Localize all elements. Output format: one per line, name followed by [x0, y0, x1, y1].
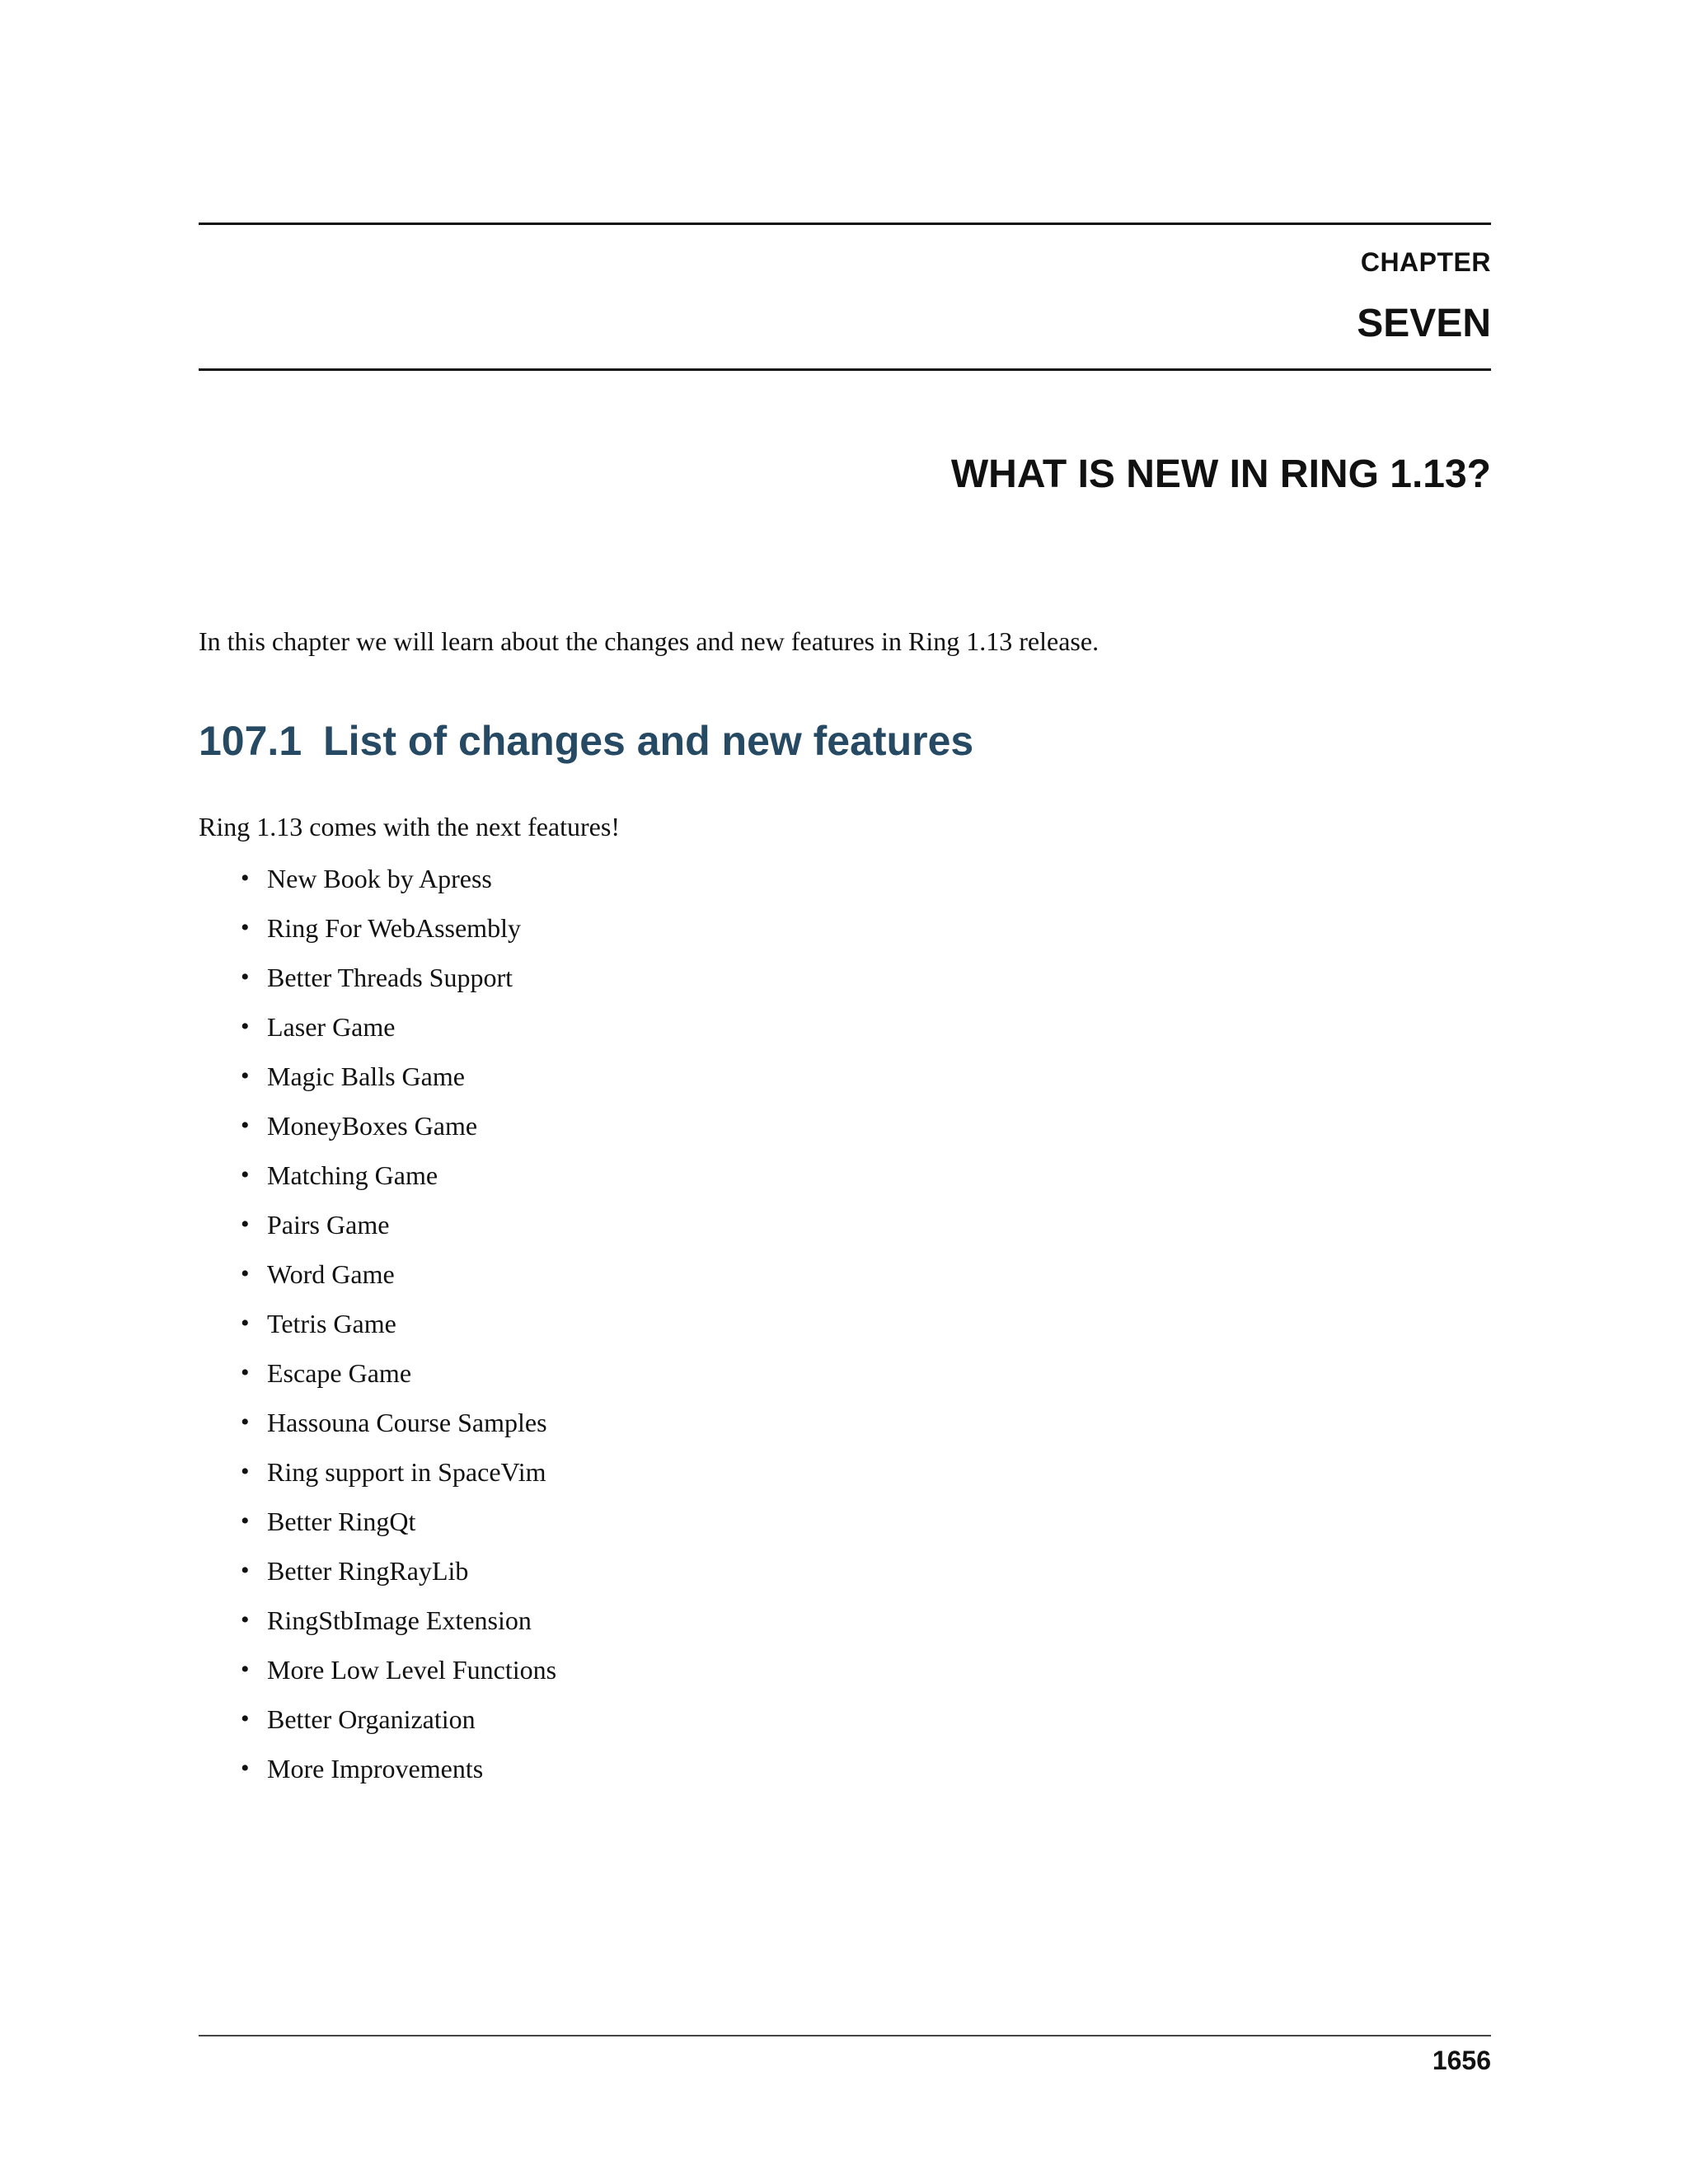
bullet-icon: • [241, 865, 250, 892]
feature-label: Pairs Game [267, 1210, 390, 1240]
feature-list-item [241, 1744, 556, 1793]
feature-label: Better RingQt [267, 1507, 416, 1536]
bullet-icon: • [241, 1705, 250, 1732]
footer-rule [199, 2035, 1491, 2036]
section-number: 107.1 [199, 718, 302, 764]
bullet-icon: • [241, 1557, 250, 1584]
bullet-icon: • [241, 963, 250, 991]
feature-list-item [241, 1299, 556, 1348]
feature-list-item [241, 1447, 556, 1497]
bullet-icon: • [241, 1062, 250, 1090]
chapter-title: WHAT IS NEW IN RING 1.13? [950, 452, 1491, 496]
bullet-icon: • [241, 914, 250, 941]
bullet-icon: • [241, 1112, 250, 1139]
bullet-icon: • [241, 1359, 250, 1386]
feature-label: Better Organization [267, 1704, 476, 1734]
feature-label: Tetris Game [267, 1309, 396, 1338]
chapter-number: SEVEN [1357, 302, 1491, 345]
feature-label: Word Game [267, 1259, 395, 1289]
feature-label: Hassouna Course Samples [267, 1408, 547, 1437]
feature-label: Matching Game [267, 1160, 438, 1190]
feature-label: Ring For WebAssembly [267, 913, 521, 943]
bullet-icon: • [241, 1310, 250, 1337]
feature-list-item [241, 953, 556, 1002]
feature-label: New Book by Apress [267, 864, 492, 893]
bullet-icon: • [241, 1408, 250, 1436]
feature-list-item [241, 1200, 556, 1249]
bullet-icon: • [241, 1458, 250, 1485]
feature-list-item [241, 1694, 556, 1744]
feature-label: MoneyBoxes Game [267, 1111, 478, 1141]
page-number: 1656 [1432, 2046, 1491, 2075]
section-title: List of changes and new features [323, 718, 974, 764]
feature-list-item [241, 903, 556, 953]
section-heading [199, 717, 973, 765]
bullet-icon: • [241, 1211, 250, 1238]
feature-list-item [241, 1348, 556, 1398]
feature-list-item [241, 1052, 556, 1101]
intro-paragraph: In this chapter we will learn about the changes and new features in Ring 1.13 release. [199, 626, 1100, 656]
feature-list [241, 854, 556, 1793]
bullet-icon: • [241, 1606, 250, 1633]
feature-list-item [241, 1101, 556, 1151]
feature-label: Magic Balls Game [267, 1062, 465, 1091]
feature-label: More Low Level Functions [267, 1655, 557, 1685]
bullet-icon: • [241, 1161, 250, 1188]
feature-list-item [241, 1002, 556, 1052]
feature-list-item [241, 1546, 556, 1596]
bullet-icon: • [241, 1755, 250, 1782]
feature-list-item [241, 1398, 556, 1447]
section-lead: Ring 1.13 comes with the next features! [199, 812, 620, 841]
feature-list-item [241, 1497, 556, 1546]
feature-label: Escape Game [267, 1358, 412, 1388]
feature-label: Laser Game [267, 1012, 396, 1042]
feature-label: Better RingRayLib [267, 1556, 469, 1586]
feature-label: RingStbImage Extension [267, 1605, 532, 1635]
bullet-icon: • [241, 1260, 250, 1287]
feature-list-item [241, 1596, 556, 1645]
feature-list-item [241, 1645, 556, 1694]
bullet-icon: • [241, 1013, 250, 1040]
chapter-bottom-rule [199, 368, 1491, 371]
feature-list-item [241, 854, 556, 903]
bullet-icon: • [241, 1656, 250, 1683]
feature-label: Better Threads Support [267, 963, 513, 992]
bullet-icon: • [241, 1507, 250, 1535]
feature-label: More Improvements [267, 1754, 484, 1783]
feature-list-item [241, 1151, 556, 1200]
chapter-top-rule [199, 223, 1491, 225]
feature-label: Ring support in SpaceVim [267, 1457, 546, 1487]
chapter-label: CHAPTER [1360, 247, 1491, 277]
feature-list-item [241, 1249, 556, 1299]
